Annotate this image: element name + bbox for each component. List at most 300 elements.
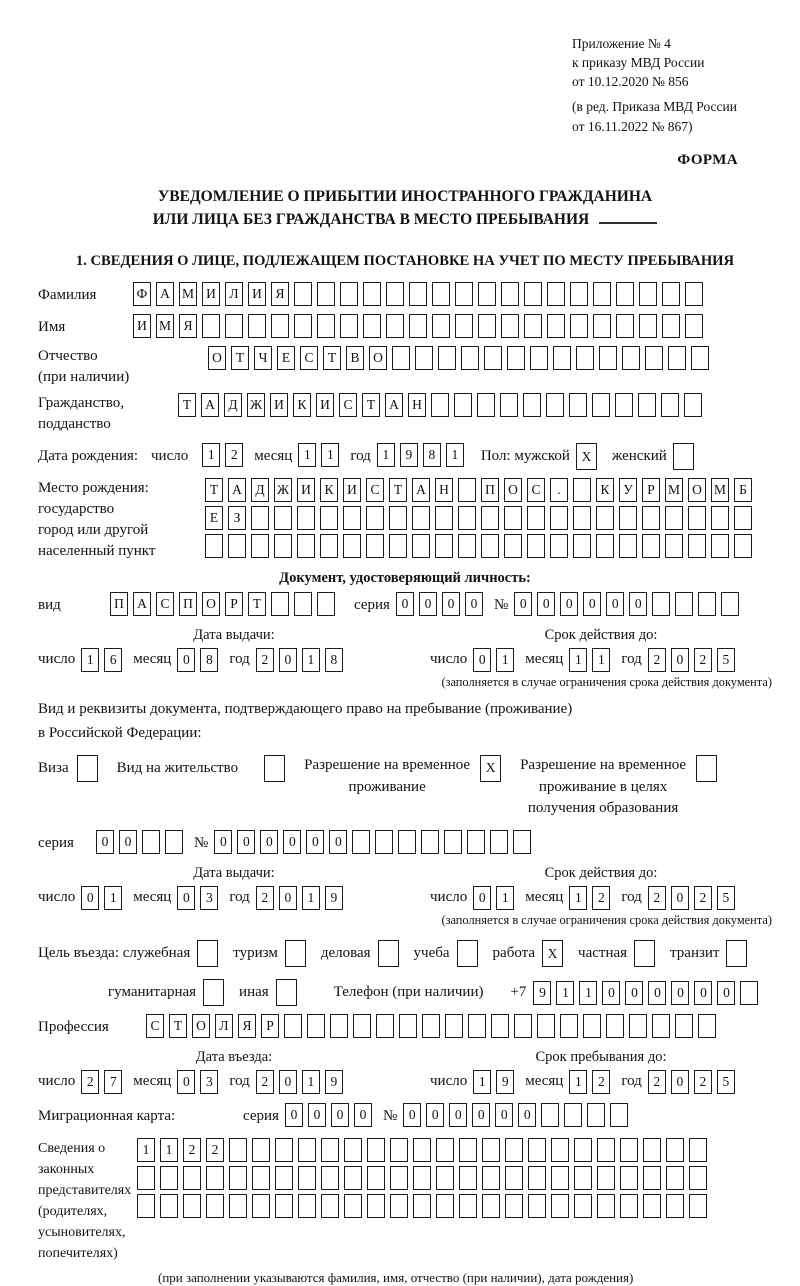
birthplace-cell[interactable]: К — [320, 478, 338, 502]
name-cell[interactable]: Я — [179, 314, 197, 338]
representatives-cell[interactable] — [459, 1166, 477, 1190]
birthplace-cell[interactable]: Т — [205, 478, 223, 502]
representatives-cell[interactable] — [229, 1194, 247, 1218]
name-cell[interactable] — [386, 314, 404, 338]
migration-number-cell[interactable]: 0 — [495, 1103, 513, 1127]
representatives-cell[interactable] — [137, 1166, 155, 1190]
profession-cell[interactable] — [491, 1014, 509, 1038]
birthplace-cell[interactable] — [481, 534, 499, 558]
issue-year-cell[interactable]: 2 — [256, 648, 274, 672]
issue-day-cell[interactable]: 6 — [104, 648, 122, 672]
phone-digit-cell[interactable]: 0 — [648, 981, 666, 1005]
representatives-cell[interactable] — [344, 1138, 362, 1162]
staydoc-number-cell[interactable]: 0 — [329, 830, 347, 854]
surname-cell[interactable] — [432, 282, 450, 306]
representatives-cell[interactable] — [643, 1138, 661, 1162]
migration-number-cell[interactable]: 0 — [518, 1103, 536, 1127]
expiry-month-cell[interactable]: 1 — [592, 648, 610, 672]
purpose-private-checkbox[interactable] — [634, 940, 655, 967]
sex-female-checkbox[interactable] — [673, 443, 694, 470]
representatives-cell[interactable] — [367, 1194, 385, 1218]
expiry-year-cell[interactable]: 0 — [671, 648, 689, 672]
name-cell[interactable] — [662, 314, 680, 338]
patronymic-cell[interactable]: Ч — [254, 346, 272, 370]
doc-series-cell[interactable]: 0 — [396, 592, 414, 616]
profession-cell[interactable] — [652, 1014, 670, 1038]
profession-cell[interactable] — [376, 1014, 394, 1038]
profession-cell[interactable] — [330, 1014, 348, 1038]
patronymic-cell[interactable] — [484, 346, 502, 370]
profession-cell[interactable] — [560, 1014, 578, 1038]
birthplace-cell[interactable] — [297, 534, 315, 558]
birthplace-cell[interactable] — [366, 534, 384, 558]
profession-cell[interactable] — [514, 1014, 532, 1038]
doc-type-cell[interactable]: Т — [248, 592, 266, 616]
birthplace-cell[interactable] — [665, 506, 683, 530]
representatives-cell[interactable] — [298, 1194, 316, 1218]
birthplace-cell[interactable] — [251, 506, 269, 530]
name-cell[interactable]: И — [133, 314, 151, 338]
citizenship-cell[interactable]: Д — [224, 393, 242, 417]
patronymic-cell[interactable]: С — [300, 346, 318, 370]
purpose-official-checkbox[interactable] — [197, 940, 218, 967]
name-cell[interactable] — [524, 314, 542, 338]
representatives-cell[interactable]: 2 — [206, 1138, 224, 1162]
birthplace-cell[interactable] — [205, 534, 223, 558]
staydoc-issue-month-cell[interactable]: 0 — [177, 886, 195, 910]
stay-until-year-cell[interactable]: 2 — [648, 1070, 666, 1094]
name-cell[interactable] — [478, 314, 496, 338]
staydoc-issue-year-cell[interactable]: 9 — [325, 886, 343, 910]
phone-digit-cell[interactable] — [740, 981, 758, 1005]
name-cell[interactable] — [432, 314, 450, 338]
profession-cell[interactable]: О — [192, 1014, 210, 1038]
expiry-year-cell[interactable]: 2 — [694, 648, 712, 672]
representatives-cell[interactable] — [229, 1166, 247, 1190]
migration-number-cell[interactable]: 0 — [472, 1103, 490, 1127]
phone-digit-cell[interactable]: 0 — [671, 981, 689, 1005]
representatives-cell[interactable] — [344, 1194, 362, 1218]
name-cell[interactable] — [593, 314, 611, 338]
citizenship-cell[interactable] — [500, 393, 518, 417]
birthplace-cell[interactable]: З — [228, 506, 246, 530]
birthplace-cell[interactable] — [343, 534, 361, 558]
staydoc-number-cell[interactable] — [398, 830, 416, 854]
citizenship-cell[interactable] — [638, 393, 656, 417]
name-cell[interactable] — [317, 314, 335, 338]
representatives-cell[interactable] — [666, 1138, 684, 1162]
name-cell[interactable] — [202, 314, 220, 338]
representatives-cell[interactable] — [528, 1166, 546, 1190]
birthplace-cell[interactable] — [251, 534, 269, 558]
doc-type-cell[interactable]: П — [179, 592, 197, 616]
birthplace-cell[interactable] — [573, 534, 591, 558]
name-cell[interactable] — [225, 314, 243, 338]
birthplace-cell[interactable] — [481, 506, 499, 530]
representatives-cell[interactable] — [459, 1138, 477, 1162]
surname-cell[interactable]: А — [156, 282, 174, 306]
patronymic-cell[interactable] — [553, 346, 571, 370]
birthplace-cell[interactable] — [688, 506, 706, 530]
birthplace-cell[interactable]: К — [596, 478, 614, 502]
profession-cell[interactable] — [698, 1014, 716, 1038]
purpose-work-checkbox[interactable]: X — [542, 940, 563, 967]
birthplace-cell[interactable]: Н — [435, 478, 453, 502]
profession-cell[interactable] — [445, 1014, 463, 1038]
doc-number-cell[interactable] — [675, 592, 693, 616]
name-cell[interactable] — [639, 314, 657, 338]
representatives-cell[interactable] — [689, 1138, 707, 1162]
birthplace-cell[interactable] — [389, 506, 407, 530]
name-cell[interactable] — [501, 314, 519, 338]
staydoc-number-cell[interactable]: 0 — [283, 830, 301, 854]
profession-cell[interactable] — [353, 1014, 371, 1038]
birthplace-cell[interactable] — [389, 534, 407, 558]
name-cell[interactable] — [363, 314, 381, 338]
name-cell[interactable] — [616, 314, 634, 338]
patronymic-cell[interactable] — [645, 346, 663, 370]
profession-cell[interactable]: Т — [169, 1014, 187, 1038]
representatives-cell[interactable] — [252, 1194, 270, 1218]
surname-cell[interactable] — [501, 282, 519, 306]
temp-residence-checkbox[interactable]: X — [480, 755, 501, 782]
birth-year-cell[interactable]: 8 — [423, 443, 441, 467]
staydoc-expiry-day-cell[interactable]: 0 — [473, 886, 491, 910]
sex-male-checkbox[interactable]: X — [576, 443, 597, 470]
profession-cell[interactable] — [284, 1014, 302, 1038]
birthplace-cell[interactable]: С — [366, 478, 384, 502]
doc-type-cell[interactable]: П — [110, 592, 128, 616]
surname-cell[interactable]: М — [179, 282, 197, 306]
representatives-cell[interactable] — [482, 1138, 500, 1162]
staydoc-series-cell[interactable]: 0 — [119, 830, 137, 854]
patronymic-cell[interactable] — [576, 346, 594, 370]
birthplace-cell[interactable] — [550, 506, 568, 530]
representatives-cell[interactable] — [574, 1166, 592, 1190]
birthplace-cell[interactable]: М — [711, 478, 729, 502]
representatives-cell[interactable] — [620, 1166, 638, 1190]
profession-cell[interactable]: Р — [261, 1014, 279, 1038]
birthplace-cell[interactable] — [366, 506, 384, 530]
staydoc-issue-month-cell[interactable]: 3 — [200, 886, 218, 910]
visa-checkbox[interactable] — [77, 755, 98, 782]
representatives-cell[interactable] — [482, 1194, 500, 1218]
birthplace-cell[interactable]: М — [665, 478, 683, 502]
representatives-cell[interactable] — [183, 1166, 201, 1190]
representatives-cell[interactable] — [436, 1138, 454, 1162]
patronymic-cell[interactable] — [415, 346, 433, 370]
birthplace-cell[interactable] — [435, 506, 453, 530]
birthplace-cell[interactable] — [504, 534, 522, 558]
birthplace-cell[interactable] — [458, 506, 476, 530]
purpose-transit-checkbox[interactable] — [726, 940, 747, 967]
staydoc-issue-year-cell[interactable]: 2 — [256, 886, 274, 910]
representatives-cell[interactable] — [344, 1166, 362, 1190]
staydoc-expiry-year-cell[interactable]: 2 — [694, 886, 712, 910]
birthplace-cell[interactable]: Т — [389, 478, 407, 502]
name-cell[interactable] — [340, 314, 358, 338]
doc-type-cell[interactable]: С — [156, 592, 174, 616]
profession-cell[interactable] — [422, 1014, 440, 1038]
profession-cell[interactable]: Л — [215, 1014, 233, 1038]
expiry-year-cell[interactable]: 5 — [717, 648, 735, 672]
stay-until-year-cell[interactable]: 0 — [671, 1070, 689, 1094]
citizenship-cell[interactable] — [592, 393, 610, 417]
phone-digit-cell[interactable]: 9 — [533, 981, 551, 1005]
migration-series-cell[interactable]: 0 — [308, 1103, 326, 1127]
representatives-cell[interactable] — [597, 1166, 615, 1190]
birth-day-cell[interactable]: 1 — [202, 443, 220, 467]
representatives-cell[interactable] — [666, 1166, 684, 1190]
surname-cell[interactable] — [570, 282, 588, 306]
representatives-cell[interactable] — [321, 1138, 339, 1162]
entry-year-cell[interactable]: 9 — [325, 1070, 343, 1094]
representatives-cell[interactable] — [298, 1166, 316, 1190]
doc-number-cell[interactable]: 0 — [514, 592, 532, 616]
temp-residence-edu-checkbox[interactable] — [696, 755, 717, 782]
surname-cell[interactable] — [478, 282, 496, 306]
staydoc-number-cell[interactable] — [375, 830, 393, 854]
patronymic-cell[interactable]: Е — [277, 346, 295, 370]
staydoc-number-cell[interactable] — [352, 830, 370, 854]
representatives-cell[interactable] — [505, 1138, 523, 1162]
birthplace-cell[interactable]: У — [619, 478, 637, 502]
stay-until-day-cell[interactable]: 9 — [496, 1070, 514, 1094]
birthplace-cell[interactable] — [320, 506, 338, 530]
issue-month-cell[interactable]: 0 — [177, 648, 195, 672]
representatives-cell[interactable] — [183, 1194, 201, 1218]
representatives-cell[interactable] — [275, 1166, 293, 1190]
doc-type-cell[interactable]: А — [133, 592, 151, 616]
citizenship-cell[interactable]: Ж — [247, 393, 265, 417]
birthplace-cell[interactable]: . — [550, 478, 568, 502]
representatives-cell[interactable] — [551, 1138, 569, 1162]
migration-series-cell[interactable]: 0 — [285, 1103, 303, 1127]
representatives-cell[interactable] — [482, 1166, 500, 1190]
representatives-cell[interactable] — [229, 1138, 247, 1162]
citizenship-cell[interactable] — [546, 393, 564, 417]
purpose-business-checkbox[interactable] — [378, 940, 399, 967]
issue-year-cell[interactable]: 0 — [279, 648, 297, 672]
citizenship-cell[interactable] — [431, 393, 449, 417]
birthplace-cell[interactable]: Е — [205, 506, 223, 530]
birth-year-cell[interactable]: 1 — [446, 443, 464, 467]
profession-cell[interactable] — [629, 1014, 647, 1038]
staydoc-expiry-month-cell[interactable]: 2 — [592, 886, 610, 910]
birthplace-cell[interactable] — [596, 534, 614, 558]
representatives-cell[interactable] — [206, 1194, 224, 1218]
representatives-cell[interactable] — [321, 1194, 339, 1218]
name-cell[interactable] — [409, 314, 427, 338]
doc-series-cell[interactable]: 0 — [465, 592, 483, 616]
citizenship-cell[interactable]: Т — [178, 393, 196, 417]
birth-year-cell[interactable]: 9 — [400, 443, 418, 467]
representatives-cell[interactable] — [413, 1138, 431, 1162]
representatives-cell[interactable] — [597, 1194, 615, 1218]
representatives-cell[interactable] — [252, 1166, 270, 1190]
birthplace-cell[interactable] — [734, 506, 752, 530]
representatives-cell[interactable] — [620, 1138, 638, 1162]
birthplace-cell[interactable] — [619, 534, 637, 558]
staydoc-number-cell[interactable]: 0 — [237, 830, 255, 854]
representatives-cell[interactable] — [436, 1166, 454, 1190]
surname-cell[interactable] — [593, 282, 611, 306]
citizenship-cell[interactable] — [569, 393, 587, 417]
staydoc-number-cell[interactable] — [513, 830, 531, 854]
representatives-cell[interactable] — [413, 1194, 431, 1218]
birthplace-cell[interactable] — [320, 534, 338, 558]
representatives-cell[interactable] — [528, 1138, 546, 1162]
representatives-cell[interactable] — [436, 1194, 454, 1218]
birthplace-cell[interactable] — [458, 478, 476, 502]
birthplace-cell[interactable] — [665, 534, 683, 558]
expiry-day-cell[interactable]: 0 — [473, 648, 491, 672]
migration-number-cell[interactable]: 0 — [426, 1103, 444, 1127]
birth-month-cell[interactable]: 1 — [298, 443, 316, 467]
birthplace-cell[interactable]: С — [527, 478, 545, 502]
entry-year-cell[interactable]: 2 — [256, 1070, 274, 1094]
name-cell[interactable] — [570, 314, 588, 338]
doc-number-cell[interactable] — [698, 592, 716, 616]
migration-number-cell[interactable] — [564, 1103, 582, 1127]
surname-cell[interactable] — [685, 282, 703, 306]
birthplace-cell[interactable] — [642, 506, 660, 530]
issue-year-cell[interactable]: 1 — [302, 648, 320, 672]
purpose-study-checkbox[interactable] — [457, 940, 478, 967]
staydoc-number-cell[interactable] — [490, 830, 508, 854]
birthplace-cell[interactable] — [458, 534, 476, 558]
birthplace-cell[interactable] — [688, 534, 706, 558]
entry-month-cell[interactable]: 0 — [177, 1070, 195, 1094]
staydoc-number-cell[interactable] — [444, 830, 462, 854]
representatives-cell[interactable] — [367, 1138, 385, 1162]
birthplace-cell[interactable] — [412, 506, 430, 530]
surname-cell[interactable] — [294, 282, 312, 306]
name-cell[interactable] — [455, 314, 473, 338]
citizenship-cell[interactable]: А — [201, 393, 219, 417]
birthplace-cell[interactable] — [550, 534, 568, 558]
birth-day-cell[interactable]: 2 — [225, 443, 243, 467]
representatives-cell[interactable] — [275, 1138, 293, 1162]
profession-cell[interactable]: С — [146, 1014, 164, 1038]
surname-cell[interactable] — [317, 282, 335, 306]
citizenship-cell[interactable]: А — [385, 393, 403, 417]
birthplace-cell[interactable] — [734, 534, 752, 558]
patronymic-cell[interactable] — [461, 346, 479, 370]
stay-until-year-cell[interactable]: 2 — [694, 1070, 712, 1094]
patronymic-cell[interactable] — [507, 346, 525, 370]
patronymic-cell[interactable]: Т — [323, 346, 341, 370]
surname-cell[interactable]: И — [248, 282, 266, 306]
representatives-cell[interactable] — [597, 1138, 615, 1162]
profession-cell[interactable] — [399, 1014, 417, 1038]
citizenship-cell[interactable]: И — [270, 393, 288, 417]
birthplace-cell[interactable] — [297, 506, 315, 530]
staydoc-number-cell[interactable]: 0 — [260, 830, 278, 854]
birthplace-cell[interactable] — [412, 534, 430, 558]
surname-cell[interactable] — [547, 282, 565, 306]
birth-month-cell[interactable]: 1 — [321, 443, 339, 467]
representatives-cell[interactable] — [551, 1194, 569, 1218]
patronymic-cell[interactable]: О — [369, 346, 387, 370]
staydoc-series-cell[interactable]: 0 — [96, 830, 114, 854]
profession-cell[interactable] — [468, 1014, 486, 1038]
staydoc-number-cell[interactable] — [467, 830, 485, 854]
surname-cell[interactable] — [386, 282, 404, 306]
birthplace-cell[interactable] — [711, 534, 729, 558]
representatives-cell[interactable] — [666, 1194, 684, 1218]
migration-number-cell[interactable] — [587, 1103, 605, 1127]
migration-series-cell[interactable]: 0 — [354, 1103, 372, 1127]
citizenship-cell[interactable] — [523, 393, 541, 417]
citizenship-cell[interactable] — [615, 393, 633, 417]
representatives-cell[interactable] — [505, 1194, 523, 1218]
profession-cell[interactable] — [307, 1014, 325, 1038]
birthplace-cell[interactable] — [228, 534, 246, 558]
phone-digit-cell[interactable]: 0 — [694, 981, 712, 1005]
citizenship-cell[interactable] — [454, 393, 472, 417]
birthplace-cell[interactable] — [274, 506, 292, 530]
representatives-cell[interactable] — [367, 1166, 385, 1190]
issue-month-cell[interactable]: 8 — [200, 648, 218, 672]
representatives-cell[interactable] — [160, 1194, 178, 1218]
birthplace-cell[interactable] — [711, 506, 729, 530]
doc-number-cell[interactable]: 0 — [606, 592, 624, 616]
name-cell[interactable] — [685, 314, 703, 338]
surname-cell[interactable] — [616, 282, 634, 306]
migration-number-cell[interactable]: 0 — [449, 1103, 467, 1127]
phone-digit-cell[interactable]: 0 — [717, 981, 735, 1005]
representatives-cell[interactable] — [206, 1166, 224, 1190]
doc-series-cell[interactable]: 0 — [442, 592, 460, 616]
issue-day-cell[interactable]: 1 — [81, 648, 99, 672]
citizenship-cell[interactable]: И — [316, 393, 334, 417]
doc-number-cell[interactable]: 0 — [629, 592, 647, 616]
doc-number-cell[interactable] — [721, 592, 739, 616]
expiry-month-cell[interactable]: 1 — [569, 648, 587, 672]
staydoc-expiry-year-cell[interactable]: 0 — [671, 886, 689, 910]
birthplace-cell[interactable] — [527, 534, 545, 558]
expiry-year-cell[interactable]: 2 — [648, 648, 666, 672]
profession-cell[interactable] — [537, 1014, 555, 1038]
name-cell[interactable] — [294, 314, 312, 338]
staydoc-expiry-month-cell[interactable]: 1 — [569, 886, 587, 910]
representatives-cell[interactable] — [551, 1166, 569, 1190]
staydoc-number-cell[interactable]: 0 — [214, 830, 232, 854]
staydoc-issue-year-cell[interactable]: 0 — [279, 886, 297, 910]
representatives-cell[interactable] — [528, 1194, 546, 1218]
surname-cell[interactable] — [455, 282, 473, 306]
doc-number-cell[interactable]: 0 — [560, 592, 578, 616]
citizenship-cell[interactable]: Т — [362, 393, 380, 417]
staydoc-series-cell[interactable] — [142, 830, 160, 854]
birthplace-cell[interactable] — [619, 506, 637, 530]
staydoc-issue-day-cell[interactable]: 0 — [81, 886, 99, 910]
purpose-humanitarian-checkbox[interactable] — [203, 979, 224, 1006]
doc-number-cell[interactable]: 0 — [537, 592, 555, 616]
birthplace-cell[interactable]: А — [228, 478, 246, 502]
stay-until-month-cell[interactable]: 2 — [592, 1070, 610, 1094]
birthplace-cell[interactable]: И — [343, 478, 361, 502]
entry-year-cell[interactable]: 1 — [302, 1070, 320, 1094]
birthplace-cell[interactable] — [527, 506, 545, 530]
surname-cell[interactable] — [340, 282, 358, 306]
surname-cell[interactable]: Я — [271, 282, 289, 306]
entry-month-cell[interactable]: 3 — [200, 1070, 218, 1094]
migration-number-cell[interactable] — [541, 1103, 559, 1127]
birthplace-cell[interactable]: Б — [734, 478, 752, 502]
entry-day-cell[interactable]: 2 — [81, 1070, 99, 1094]
